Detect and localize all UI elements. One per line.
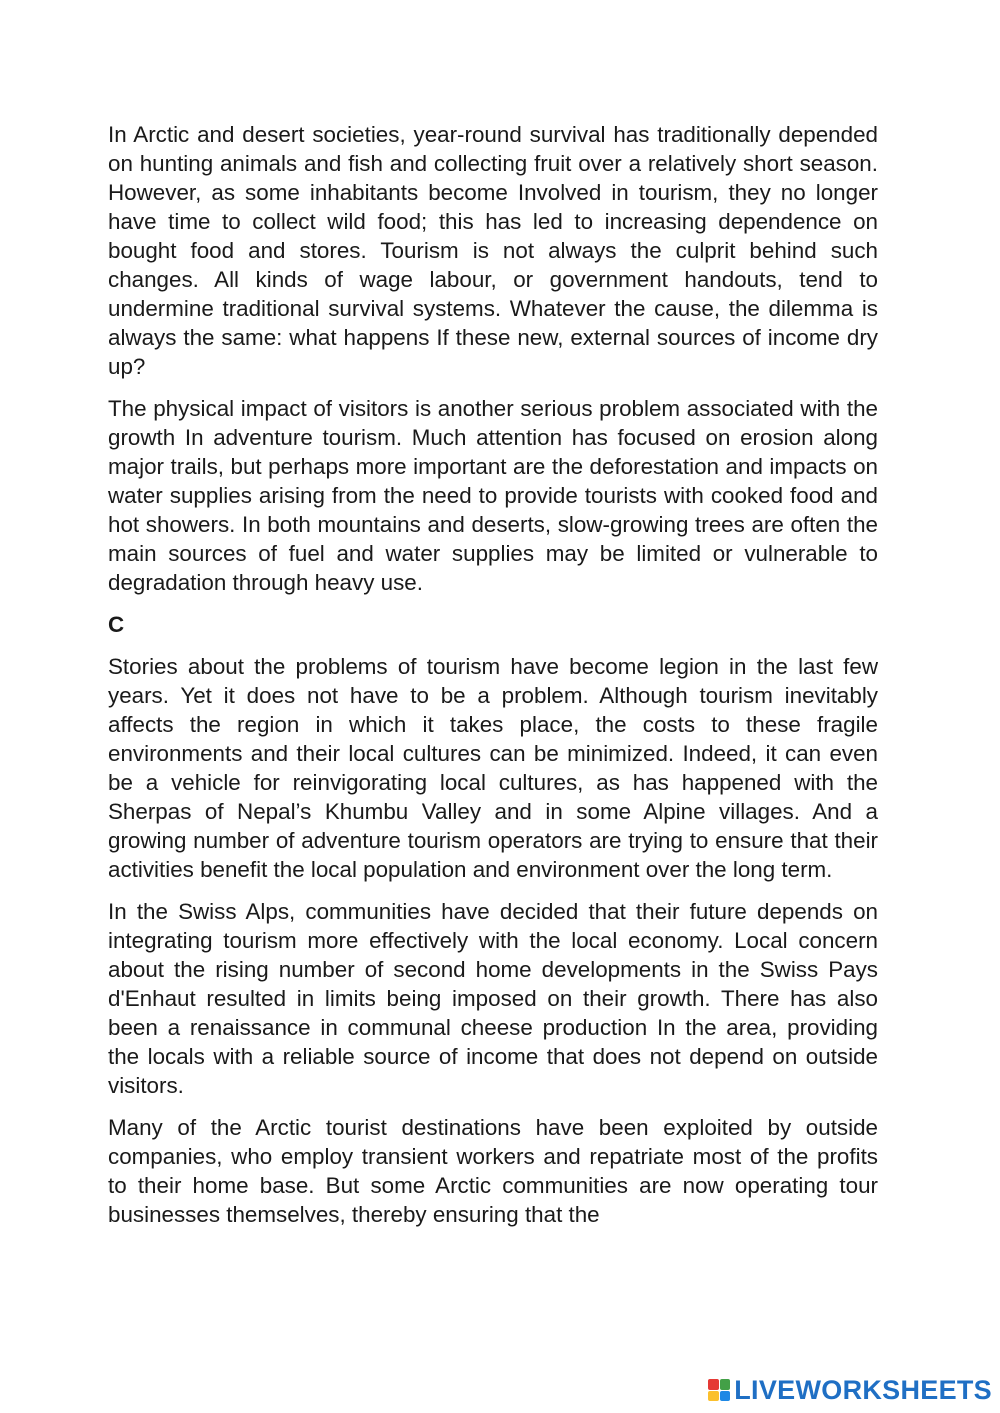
liveworksheets-logo-icon — [708, 1379, 730, 1401]
paragraph-swiss-alps: In the Swiss Alps, communities have decided that their future depends on integrating tourism more effectively with the local economy. Local concern about the rising number of second home developments in the Swiss Pays d'Enhaut resulted in limits being imposed on their growth. There has also been a renaissance in communal cheese production In the area, providing the locals with a reliable source of income that does not depend on outside visitors. — [108, 899, 878, 1098]
paragraph-physical-impact: The physical impact of visitors is another serious problem associated with the growth In adventure tourism. Much attention has focused on erosion along major trails, but perhaps more important are the deforestation and impacts on water supplies arising from the need to provide tourists with cooked food and hot showers. In both mountains and deserts, slow-growing trees are often the main sources of fuel and water supplies may be limited or vulnerable to degradation through heavy use. — [108, 396, 878, 595]
section-heading-c: C — [108, 612, 125, 637]
paragraph-arctic-desert-survival: In Arctic and desert societies, year-round survival has traditionally depended on hunting animals and fish and collecting fruit over a relatively short season. However, as some inhabitants become Involved in tourism, they no longer have time to collect wild food; this has led to increasing dependence on bought food and stores. Tourism is not always the culprit behind such changes. All kinds of wage labour, or government handouts, tend to undermine traditional survival systems. Whatever the cause, the dilemma is always the same: what happens If these new, external sources of income dry up? — [108, 122, 878, 379]
document-page — [108, 120, 878, 1229]
logo-square-blue — [720, 1391, 731, 1402]
paragraph-spacer — [108, 381, 878, 394]
logo-square-yellow — [708, 1391, 719, 1402]
logo-square-green — [720, 1379, 731, 1390]
paragraph-spacer — [108, 1100, 878, 1113]
liveworksheets-watermark — [708, 1375, 992, 1405]
paragraph-spacer — [108, 597, 878, 610]
paragraph-arctic-destinations: Many of the Arctic tourist destinations have been exploited by outside companies, who employ transient workers and repatriate most of the profits to their home base. But some Arctic communities are now operating tour businesses themselves, thereby ensuring that the — [108, 1115, 878, 1227]
paragraph-spacer — [108, 639, 878, 652]
paragraph-stories-about-problems: Stories about the problems of tourism have become legion in the last few years. Yet it does not have to be a problem. Although tourism inevitably affects the region in which it takes place, the costs to these fragile environments and their local cultures can be minimized. Indeed, it can even be a vehicle for reinvigorating local cultures, as has happened with the Sherpas of Nepal’s Khumbu Valley and in some Alpine villages. And a growing number of adventure tourism operators are trying to ensure that their activities benefit the local population and environment over the long term. — [108, 654, 878, 882]
logo-square-red — [708, 1379, 719, 1390]
watermark-text: LIVEWORKSHEETS — [734, 1374, 992, 1405]
paragraph-spacer — [108, 884, 878, 897]
